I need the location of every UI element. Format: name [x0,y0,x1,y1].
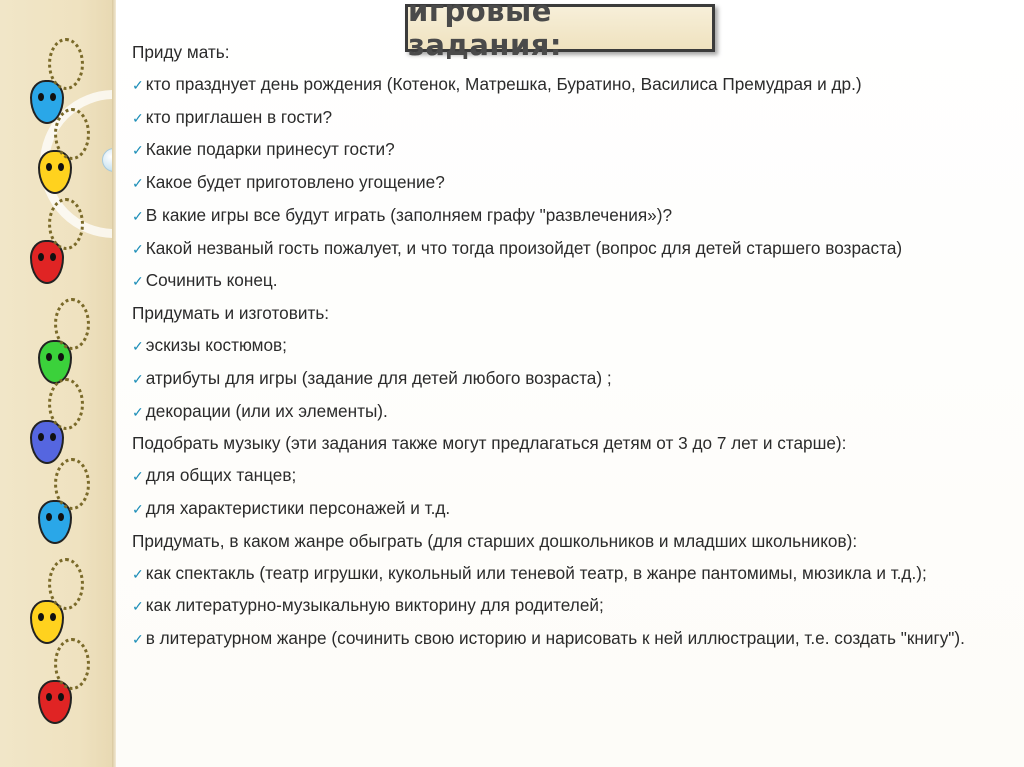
bead-necklace-icon [48,198,84,250]
slide-content [132,42,992,661]
bead-necklace-icon [54,298,90,350]
check-icon: ✓ [132,598,144,615]
line-text: Приду мать: [132,42,230,62]
bead-necklace-icon [48,378,84,430]
bullet-item [132,498,992,521]
check-icon: ✓ [132,207,144,224]
line-text: атрибуты для игры (задание для детей любого возраста) ; [145,367,612,388]
bullet-item [132,107,992,130]
line-text: как спектакль (театр игрушки, кукольный или теневой театр, в жанре пантомимы, мюзикла и т.д.); [145,562,927,583]
bead-necklace-icon [48,38,84,90]
check-icon: ✓ [132,500,144,517]
check-icon: ✓ [132,370,144,387]
check-icon: ✓ [132,565,144,582]
bullet-item [132,335,992,358]
line-text: в литературном жанре (сочинить свою историю и нарисовать к ней иллюстрации, т.е. создать "книгу"). [145,628,965,649]
check-icon: ✓ [132,273,144,290]
bullet-item [132,465,992,488]
bullet-item [132,205,992,228]
section-heading [132,303,992,325]
line-text: Придумать, в каком жанре обыграть (для старших дошкольников и младших школьников): [132,530,858,551]
decorative-left-strip [0,0,112,767]
bullet-item [132,401,992,424]
check-icon: ✓ [132,240,144,257]
line-text: для характеристики персонажей и т.д. [145,497,451,518]
check-icon: ✓ [132,109,144,126]
bullet-item [132,238,992,261]
section-heading [132,433,992,455]
line-text: Какие подарки принесут гости? [145,139,395,160]
check-icon: ✓ [132,76,144,93]
check-icon: ✓ [132,338,144,355]
bullet-item [132,563,992,586]
check-icon: ✓ [132,142,144,159]
line-text: Сочинить конец. [145,270,278,291]
bead-necklace-icon [48,558,84,610]
line-text: как литературно-музыкальную викторину для родителей; [145,595,604,616]
line-text: В какие игры все будут играть (заполняем графу "развлечения»)? [145,204,673,225]
line-text: Какой незваный гость пожалует, и что тогда произойдет (вопрос для детей старшего возраста) [145,237,903,258]
bullet-item [132,595,992,618]
line-text: кто празднует день рождения (Котенок, Матрешка, Буратино, Василиса Премудрая и др.) [145,73,862,94]
line-text: Придумать и изготовить: [132,303,330,324]
bullet-item [132,172,992,195]
bullet-item [132,628,992,651]
line-text: Подобрать музыку (эти задания также могут предлагаться детям от 3 до 7 лет и старше): [132,433,847,454]
bead-necklace-icon [54,108,90,160]
bullet-item [132,270,992,293]
bead-necklace-icon [54,638,90,690]
check-icon: ✓ [132,175,144,192]
bullet-item [132,139,992,162]
slide-title: игровые задания: [408,0,562,62]
line-text: кто приглашен в гости? [145,106,333,127]
line-text: эскизы костюмов; [145,335,287,356]
check-icon: ✓ [132,403,144,420]
bullet-item [132,368,992,391]
section-heading [132,531,992,553]
section-heading [132,42,992,64]
bullet-item [132,74,992,97]
line-text: Какое будет приготовлено угощение? [145,172,445,193]
check-icon: ✓ [132,631,144,648]
line-text: для общих танцев; [145,465,297,486]
line-text: декорации (или их элементы). [145,400,388,421]
bead-necklace-icon [54,458,90,510]
check-icon: ✓ [132,468,144,485]
